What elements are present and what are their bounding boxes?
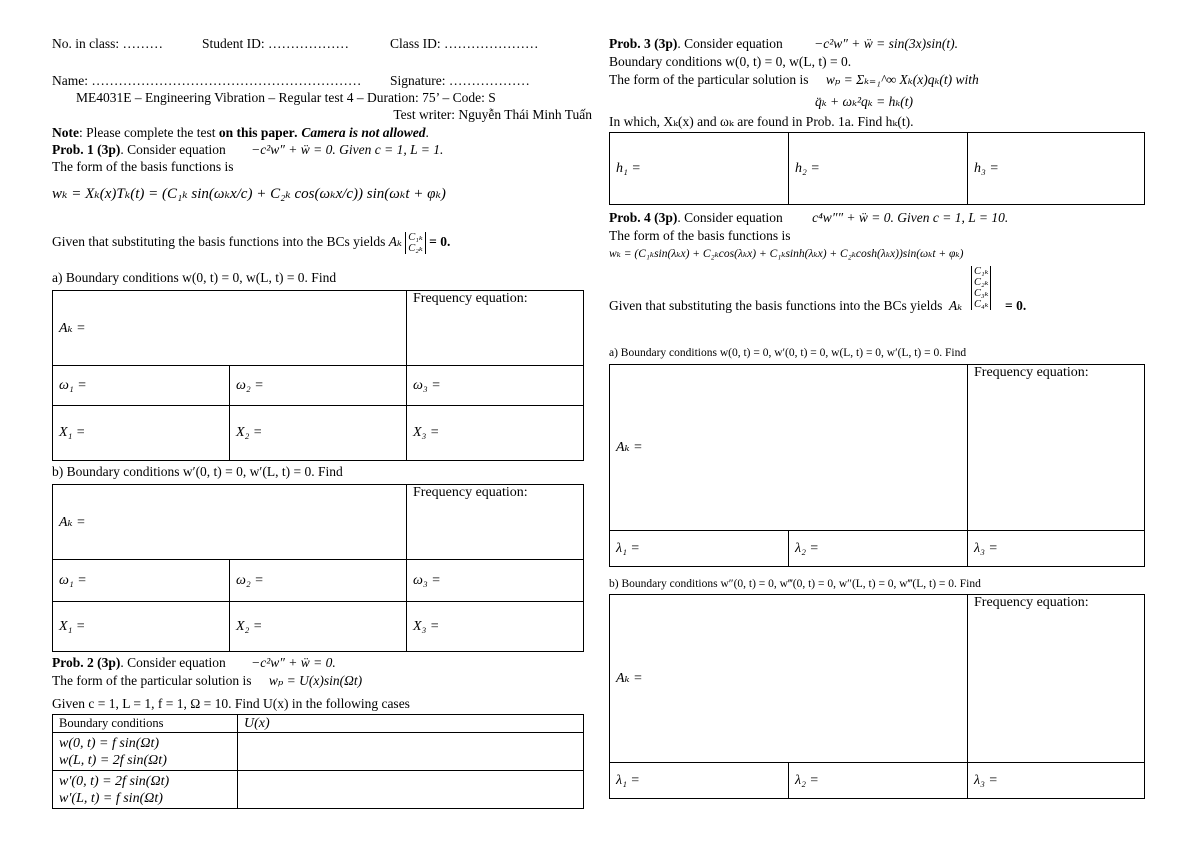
prob3-particular-eq: wₚ = Σₖ₌₁^∞ Xₖ(x)qₖ(t) with — [825, 72, 979, 87]
prob4-vec-result: = 0. — [1005, 298, 1027, 313]
prob4-part-b: b) Boundary conditions w″(0, t) = 0, w‴(0, t) = 0, w″(L, t) = 0, w‴(L, t) = 0. Find — [609, 578, 981, 590]
prob4b-freq-cell[interactable] — [968, 595, 1145, 763]
prob1b-omega1-label: ω₁ = — [59, 572, 87, 588]
prob1a-omega3-label: ω₃ = — [413, 377, 441, 393]
prob2-given: Given c = 1, L = 1, f = 1, Ω = 10. Find U(x) in the following cases — [52, 696, 410, 711]
course-line: ME4031E – Engineering Vibration – Regular test 4 – Duration: 75’ – Code: S — [76, 90, 496, 105]
prob4a-freq-label: Frequency equation: — [974, 365, 1089, 380]
prob3-h1-cell[interactable] — [610, 133, 789, 205]
prob1-header — [52, 142, 443, 158]
prob1a-x2-cell[interactable] — [230, 406, 407, 461]
prob2-title: Prob. 2 (3p) — [52, 655, 121, 670]
prob2-col-bc-label: Boundary conditions — [59, 716, 164, 730]
prob1-ak-symbol: Aₖ — [388, 234, 402, 250]
prob1b-ak-label: Aₖ = — [59, 514, 86, 530]
prob1b-omega2-cell[interactable] — [230, 560, 407, 602]
prob4b-lambda1-label: λ₁ = — [616, 772, 640, 788]
prob4-header — [609, 210, 1008, 226]
prob4b-ak-label: Aₖ = — [616, 671, 643, 686]
note-text: : Please complete the test — [79, 125, 219, 140]
prob4a-lambda1-label: λ₁ = — [616, 540, 640, 556]
prob1a-x1-cell[interactable] — [53, 406, 230, 461]
prob4b-lambda2-cell[interactable] — [789, 763, 968, 799]
student-id-field[interactable]: Student ID: ……………… — [202, 36, 349, 51]
prob1a-x3-cell[interactable] — [407, 406, 584, 461]
prob4b-answer-table — [609, 594, 1145, 799]
prob1b-x2-cell[interactable] — [230, 602, 407, 652]
prob1-equation: −c²w″ + ẅ = 0 — [251, 142, 333, 157]
prob1a-omega2-cell[interactable] — [230, 366, 407, 406]
prob1b-x1-cell[interactable] — [53, 602, 230, 652]
prob1a-omega2-label: ω₂ = — [236, 377, 264, 393]
prob4-bc-intro: Given that substituting the basis functions into the BCs yields — [609, 298, 943, 313]
prob1-intro: . Consider equation — [120, 142, 226, 157]
prob4b-lambda2-label: λ₂ = — [795, 772, 819, 788]
prob4-vec-2: C₃ₖ — [974, 288, 989, 299]
prob4-vec-3: C₄ₖ — [974, 299, 989, 310]
prob4b-lambda1-cell[interactable] — [610, 763, 789, 799]
prob4a-lambda3-label: λ₃ = — [974, 540, 998, 556]
prob1b-omega2-label: ω₂ = — [236, 572, 264, 588]
prob1-part-b: b) Boundary conditions w′(0, t) = 0, w′(L, t) = 0. Find — [52, 464, 343, 479]
prob3-which: In which, Xₖ(x) and ωₖ are found in Prob. 1a. Find hₖ(t). — [609, 114, 914, 129]
prob2-row2-answer[interactable] — [238, 771, 584, 809]
prob1a-answer-table — [52, 290, 584, 461]
note-line — [52, 125, 429, 141]
prob4-basis-intro: The form of the basis functions is — [609, 228, 791, 243]
note-end: . — [425, 125, 429, 140]
prob2-col-u-label: U(x) — [244, 715, 270, 731]
prob1b-x2-label: X₂ = — [236, 618, 263, 634]
prob4b-ak-cell[interactable] — [610, 595, 968, 763]
prob1b-x1-label: X₁ = — [59, 618, 86, 634]
prob1-vec-1: C₂ₖ — [408, 243, 423, 254]
prob1b-x3-label: X₃ = — [413, 618, 440, 634]
prob2-particular: The form of the particular solution is — [52, 673, 252, 688]
prob4-vec-0: C₁ₖ — [974, 266, 989, 277]
class-id-field[interactable]: Class ID: ………………… — [390, 36, 539, 51]
prob3-bc: Boundary conditions w(0, t) = 0, w(L, t) = 0. — [609, 54, 852, 69]
prob2-row2-bc2: w′(L, t) = f sin(Ωt) — [59, 790, 163, 806]
prob1b-omega1-cell[interactable] — [53, 560, 230, 602]
prob1b-omega3-label: ω₃ = — [413, 572, 441, 588]
prob3-particular-line — [609, 72, 979, 88]
prob3-particular: The form of the particular solution is — [609, 72, 809, 87]
prob2-table — [52, 714, 584, 809]
prob4b-lambda3-label: λ₃ = — [974, 772, 998, 788]
prob4a-lambda2-label: λ₂ = — [795, 540, 819, 556]
name-field[interactable]: Name: …………………………………………………… — [52, 73, 362, 88]
prob2-row1-bc2: w(L, t) = 2f sin(Ωt) — [59, 752, 167, 768]
prob2-row2-bc1: w′(0, t) = 2f sin(Ωt) — [59, 773, 170, 789]
prob1-basis-equation: wₖ = Xₖ(x)Tₖ(t) = (C₁ₖ sin(ωₖx/c) + C₂ₖ cos(ωₖx/c)) sin(ωₖt + φₖ) — [52, 186, 446, 202]
prob1b-freq-cell[interactable] — [407, 485, 584, 560]
prob2-equation: −c²w″ + ẅ = 0. — [251, 655, 336, 670]
prob1b-answer-table — [52, 484, 584, 652]
prob3-ode: q̈ₖ + ωₖ²qₖ = hₖ(t) — [815, 94, 913, 109]
prob1b-x3-cell[interactable] — [407, 602, 584, 652]
prob1a-x2-label: X₂ = — [236, 425, 263, 440]
prob4a-ak-cell[interactable] — [610, 365, 968, 531]
prob4a-lambda3-cell[interactable] — [968, 531, 1145, 567]
prob3-header — [609, 36, 958, 52]
prob4-vec-1: C₂ₖ — [974, 277, 989, 288]
prob1a-freq-label: Frequency equation: — [413, 291, 528, 306]
prob2-row1-bc — [53, 733, 238, 771]
prob3-title: Prob. 3 (3p) — [609, 36, 678, 51]
prob3-h3-cell[interactable] — [968, 133, 1145, 205]
prob2-particular-eq: wₚ = U(x)sin(Ωt) — [268, 673, 363, 688]
prob4a-ak-label: Aₖ = — [616, 440, 643, 455]
prob4-given: . Given c = 1, L = 10. — [890, 210, 1009, 225]
prob1b-omega3-cell[interactable] — [407, 560, 584, 602]
prob3-h2-cell[interactable] — [789, 133, 968, 205]
prob1a-omega1-label: ω₁ = — [59, 377, 87, 393]
note-bold: on this paper — [218, 125, 295, 140]
prob3-h1-label: h₁ = — [616, 160, 641, 176]
prob2-col-bc — [53, 715, 238, 733]
prob4a-freq-cell[interactable] — [968, 365, 1145, 531]
prob2-row1-answer[interactable] — [238, 733, 584, 771]
prob3-intro: . Consider equation — [677, 36, 783, 51]
prob1a-omega3-cell[interactable] — [407, 366, 584, 406]
prob4a-answer-table — [609, 364, 1145, 567]
prob1-given: . Given c = 1, L = 1. — [332, 142, 444, 157]
prob4-vector — [971, 266, 991, 310]
prob4a-lambda1-cell[interactable] — [610, 531, 789, 567]
no-in-class-field[interactable]: No. in class: ……… — [52, 36, 163, 51]
test-writer: Test writer: Nguyễn Thái Minh Tuấn — [393, 107, 592, 122]
prob1-title: Prob. 1 (3p) — [52, 142, 121, 157]
prob3-equation: −c²w″ + ẅ = sin(3x)sin(t). — [814, 36, 958, 51]
prob2-row2-bc — [53, 771, 238, 809]
prob2-particular-line — [52, 673, 362, 689]
prob4-equation: c⁴w″″ + ẅ = 0 — [812, 210, 891, 225]
prob4-title: Prob. 4 (3p) — [609, 210, 678, 225]
prob1-bc-intro: Given that substituting the basis functions into the BCs yields — [52, 234, 386, 250]
prob1a-ak-cell[interactable] — [53, 291, 407, 366]
prob1a-x3-label: X₃ = — [413, 425, 440, 440]
prob1-vec-result: = 0. — [429, 234, 451, 250]
prob4b-lambda3-cell[interactable] — [968, 763, 1145, 799]
prob4-intro: . Consider equation — [677, 210, 783, 225]
prob1a-freq-cell[interactable] — [407, 291, 584, 366]
prob2-header — [52, 655, 336, 671]
prob4b-freq-label: Frequency equation: — [974, 595, 1089, 610]
prob2-col-u — [238, 715, 584, 733]
prob1a-x1-label: X₁ = — [59, 425, 86, 440]
prob3-answer-table — [609, 132, 1145, 205]
prob1b-ak-cell[interactable] — [53, 485, 407, 560]
prob3-h2-label: h₂ = — [795, 160, 820, 176]
prob1-bc-line — [52, 232, 450, 254]
prob1-part-a: a) Boundary conditions w(0, t) = 0, w(L, t) = 0. Find — [52, 270, 337, 285]
prob4-part-a: a) Boundary conditions w(0, t) = 0, w′(0, t) = 0, w(L, t) = 0, w′(L, t) = 0. Find — [609, 347, 967, 359]
prob3-h3-label: h₃ = — [974, 160, 999, 176]
prob2-intro: . Consider equation — [120, 655, 226, 670]
prob1a-ak-label: Aₖ = — [59, 320, 86, 336]
note-camera: . Camera is not allowed — [294, 125, 426, 140]
note-prefix: Note — [52, 125, 79, 140]
prob1-vec-0: C₁ₖ — [408, 232, 423, 243]
prob4a-lambda2-cell[interactable] — [789, 531, 968, 567]
prob4-basis-equation: wₖ = (C₁ₖsin(λₖx) + C₂ₖcos(λₖx) + C₁ₖsinh(λₖx) + C₂ₖcosh(λₖx))sin(ωₖt + φₖ) — [609, 248, 964, 260]
prob2-row1-bc1: w(0, t) = f sin(Ωt) — [59, 735, 160, 751]
signature-field[interactable]: Signature: ……………… — [390, 73, 530, 88]
prob1-basis-intro: The form of the basis functions is — [52, 159, 234, 174]
prob1a-omega1-cell[interactable] — [53, 366, 230, 406]
prob1b-freq-label: Frequency equation: — [413, 485, 528, 500]
prob1-vector — [405, 232, 425, 254]
prob4-ak-symbol: Aₖ — [949, 298, 963, 313]
